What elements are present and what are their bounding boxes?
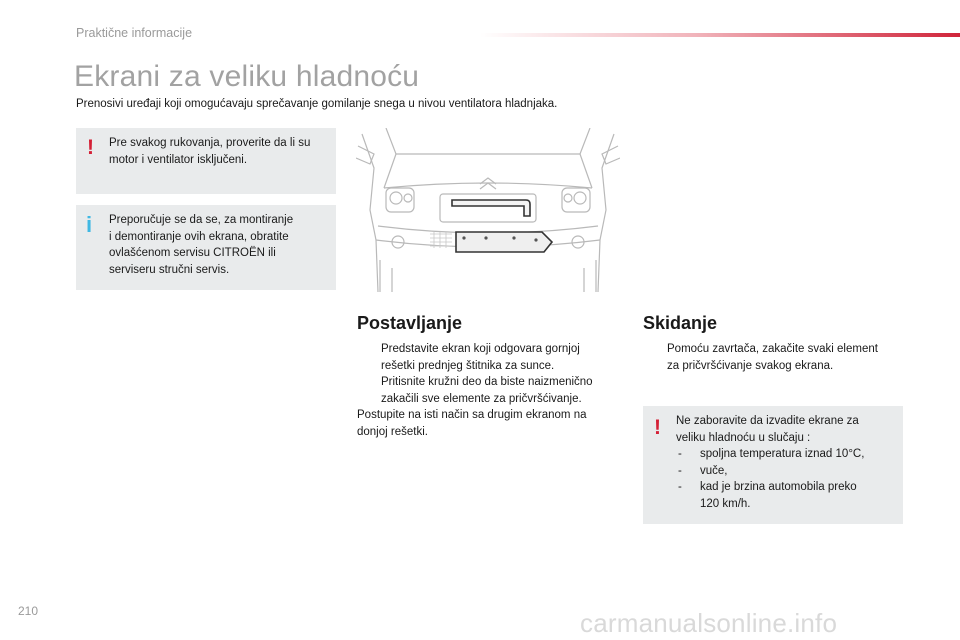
watermark: carmanualsonline.info	[580, 608, 838, 638]
step-line: zakačili sve elemente za pričvršćivanje.	[381, 392, 582, 405]
list-item	[643, 341, 913, 374]
list-item	[357, 374, 627, 407]
page-number: 210	[18, 604, 39, 618]
skidanje-body	[643, 341, 913, 374]
page-title: Ekrani za veliku hladnoću	[74, 60, 420, 93]
postavljanje-body	[357, 341, 627, 440]
exclamation-icon: !	[87, 136, 94, 159]
dash-bullet: -	[678, 464, 682, 477]
page-subtitle: Prenosivi uređaji koji omogućavaju sprečavanje gomilanje snega u nivou ventilatora hladnjaka.	[76, 98, 558, 110]
info-note-line: Preporučuje se da se, za montiranje	[109, 214, 294, 226]
list-item	[676, 479, 896, 512]
after-step-line: donjoj rešetki.	[357, 425, 428, 438]
list-item	[676, 446, 896, 463]
list-item	[357, 341, 627, 374]
reminder-item-line: kad je brzina automobila preko	[700, 481, 857, 493]
reminder-note-text	[676, 413, 896, 512]
reminder-intro-line: Ne zaboravite da izvadite ekrane za	[676, 415, 859, 427]
dash-bullet: -	[678, 448, 682, 460]
warning-note-line: motor i ventilator isključeni.	[109, 153, 248, 166]
exclamation-icon: !	[654, 416, 661, 439]
postavljanje-heading: Postavljanje	[357, 313, 463, 333]
reminder-intro-line: veliku hladnoću u slučaju :	[676, 431, 811, 444]
step-line: Pritisnite kružni deo da biste naizmenično	[381, 376, 593, 388]
info-note-line: ovlašćenom servisu CITROËN ili	[109, 247, 276, 259]
info-note-line: serviseru stručni servis.	[109, 263, 230, 276]
info-note	[76, 205, 336, 290]
reminder-item-line: vuče,	[700, 464, 728, 477]
dash-bullet: -	[678, 481, 682, 493]
warning-note-text	[109, 135, 310, 168]
warning-note-line: Pre svakog rukovanja, proverite da li su	[109, 137, 311, 149]
info-note-text	[109, 212, 293, 278]
list-item	[676, 463, 896, 480]
step-line: za pričvršćivanje svakog ekrana.	[667, 359, 834, 372]
warning-note	[76, 128, 336, 194]
info-icon: i	[86, 212, 93, 237]
step-line: Pomoću zavrtača, zakačite svaki element	[667, 343, 878, 355]
header-accent-bar	[480, 33, 960, 37]
car-front-illustration	[356, 128, 620, 294]
info-note-line: i demontiranje ovih ekrana, obratite	[109, 230, 289, 243]
section-label: Praktične informacije	[76, 26, 193, 40]
reminder-note	[643, 406, 903, 524]
step-line: Predstavite ekran koji odgovara gornjoj	[381, 343, 580, 355]
step-line: rešetki prednjeg štitnika za sunce.	[381, 359, 555, 372]
after-step-line: Postupite na isti način sa drugim ekranom na	[357, 409, 587, 421]
reminder-item-line: spoljna temperatura iznad 10°C,	[700, 448, 865, 460]
skidanje-heading: Skidanje	[643, 313, 718, 333]
reminder-item-line: 120 km/h.	[700, 497, 751, 510]
